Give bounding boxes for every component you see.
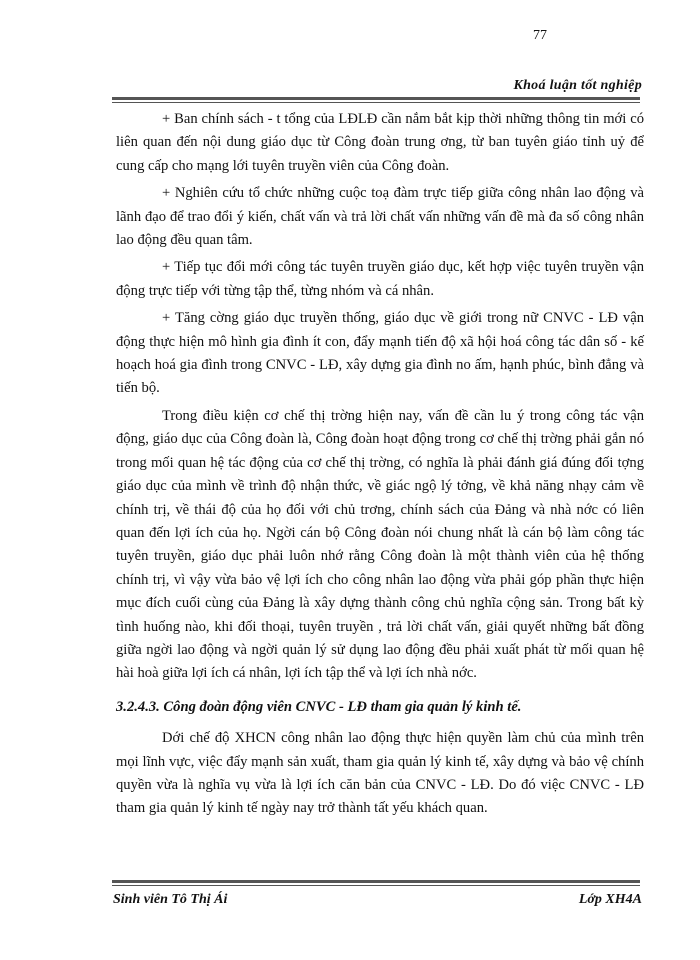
footer-class: Lớp XH4A [578,892,642,907]
section-heading: 3.2.4.3. Công đoàn động viên CNVC - LĐ tham gia quản lý kinh tế. [116,698,522,715]
paragraph-3: + Tiếp tục đổi mới công tác tuyên truyền giáo dục, kết hợp việc tuyên truyền vận động trực tiếp với từng tập thể, từng nhóm và cá nhân. [116,259,644,299]
header-title: Khoá luận tốt nghiệp [513,78,642,93]
paragraph-4: + Tăng cờng giáo dục truyền thống, giáo dục về giới trong nữ CNVC - LĐ vận động thực hiện mô hình gia đình ít con, đẩy mạnh tiến độ xã hội hoá công tác dân số - kế hoạch hoá gia đình trong CNVC - LĐ, xây dựng gia đình no ấm, hạnh phúc, bình đẳng và tiến bộ. [116,310,644,397]
document-body [116,108,644,825]
page-number: 77 [533,28,547,43]
header-rule [112,97,640,103]
footer-student: Sinh viên Tô Thị Ái [113,892,228,907]
footer-rule [112,880,640,886]
paragraph-2: + Nghiên cứu tổ chức những cuộc toạ đàm trực tiếp giữa công nhân lao động và lãnh đạo để trao đổi ý kiến, chất vấn và trả lời chất vấn những vấn đề mà đa số công nhân lao động đều quan tâm. [116,185,644,249]
paragraph-5: Trong điều kiện cơ chế thị trờng hiện nay, vấn đề cần lu ý trong công tác vận động, giáo dục của Công đoàn là, Công đoàn hoạt động trong cơ chế thị trờng phải gắn nó trong mối quan hệ tác động của cơ chế thị trờng, có nghĩa là phải đánh giá đúng đối tợng giáo dục của mình về trình độ nhận thức, về giác ngộ lý tởng, về khả năng nhạy cảm về chính trị, về thái độ của họ đối với chủ trơng, chính sách của Đảng và nhà nớc có liên quan đến lợi ích của họ. Ngời cán bộ Công đoàn nói chung nhất là cán bộ làm công tác tuyên truyền, giáo dục phải luôn nhớ rằng Công đoàn là một thành viên của hệ thống chính trị, vì vậy vừa bảo vệ lợi ích cho công nhân lao động vừa phải góp phần thực hiện mục đích cuối cùng của Đảng là xây dựng thành công chủ nghĩa cộng sản. Trong bất kỳ tình huống nào, khi đối thoại, tuyên truyền , trả lời chất vấn, giải quyết những bất đồng giữa ngời lao động và ngời quản lý sử dụng lao động đều phải xuất phát từ mối quan hệ hài hoà giữa lợi ích cá nhân, lợi ích tập thể và lợi ích nhà nớc. [116,407,644,682]
paragraph-6: Dới chế độ XHCN công nhân lao động thực hiện quyền làm chủ của mình trên mọi lĩnh vực, việc đẩy mạnh sản xuất, tham gia quản lý kinh tế, xây dựng và bảo vệ chính quyền vừa là nghĩa vụ vừa là lợi ích căn bản của CNVC - LĐ. Do đó việc CNVC - LĐ tham gia quản lý kinh tế ngày nay trở thành tất yếu khách quan. [116,730,644,817]
paragraph-1: + Ban chính sách - t tổng của LĐLĐ cần nắm bắt kịp thời những thông tin mới có liên quan đến nội dung giáo dục từ Công đoàn trung ơng, từ ban tuyên giáo tỉnh uỷ để cung cấp cho mạng lới tuyên truyền viên của Công đoàn. [116,111,644,174]
